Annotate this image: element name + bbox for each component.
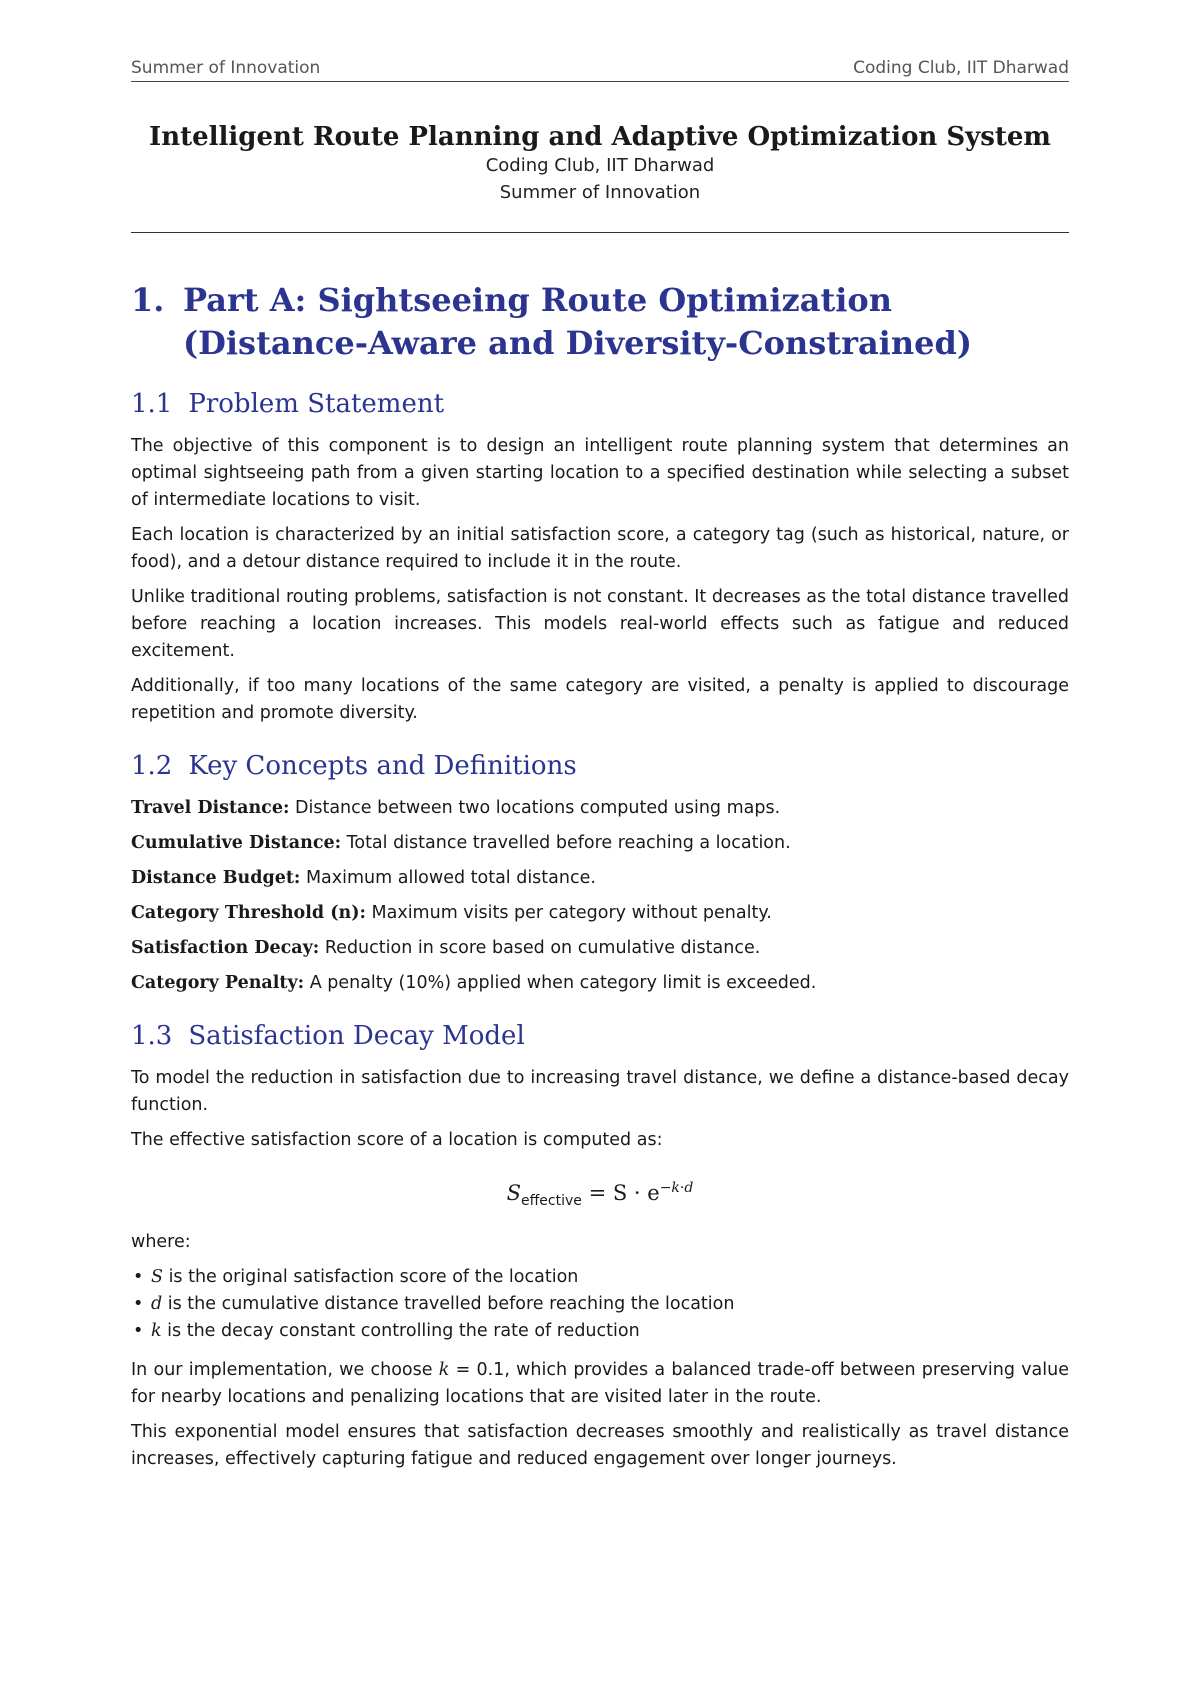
variable-description: is the original satisfaction score of the location bbox=[163, 1267, 579, 1288]
variable-symbol: S bbox=[151, 1267, 163, 1288]
paragraph: Additionally, if too many locations of the same category are visited, a penalty is applied to discourage repetition and promote diversity. bbox=[131, 676, 1069, 723]
paragraph-text: , which provides a balanced trade-off between preserving value for nearby locations and penalizing locations that are visited later in the route. bbox=[131, 1360, 1070, 1408]
definition-item bbox=[131, 830, 1069, 857]
definition-text: A penalty (10%) applied when category limit is exceeded. bbox=[304, 973, 817, 993]
subsection-1-1-heading bbox=[131, 389, 1069, 419]
paragraph bbox=[131, 1357, 1069, 1411]
equation-exponent: −k·d bbox=[659, 1180, 694, 1196]
title-block bbox=[131, 122, 1069, 206]
section-1-heading bbox=[131, 279, 1069, 365]
running-header-left: Summer of Innovation bbox=[131, 58, 321, 78]
paragraph: The objective of this component is to design an intelligent route planning system that determines an optimal sightseeing path from a given starting location to a specified destination while selecting a subset of intermediate locations to visit. bbox=[131, 436, 1069, 510]
definition-text: Total distance travelled before reaching a location. bbox=[341, 833, 791, 853]
list-item bbox=[151, 1264, 1069, 1291]
running-header-right: Coding Club, IIT Dharwad bbox=[853, 58, 1069, 78]
subsection-1-1-title: Problem Statement bbox=[188, 389, 445, 419]
document-program: Summer of Innovation bbox=[499, 182, 701, 203]
equation-lhs: S bbox=[506, 1181, 522, 1205]
list-item bbox=[151, 1318, 1069, 1345]
definition-item bbox=[131, 795, 1069, 822]
definition-item bbox=[131, 900, 1069, 927]
definition-text: Maximum allowed total distance. bbox=[300, 868, 596, 888]
definition-item bbox=[131, 865, 1069, 892]
document-org: Coding Club, IIT Dharwad bbox=[485, 155, 715, 176]
definition-term: Cumulative Distance: bbox=[131, 833, 342, 853]
paragraph: This exponential model ensures that satisfaction decreases smoothly and realistically as travel distance increases, effectively capturing fatigue and reduced engagement over longer journeys. bbox=[131, 1422, 1069, 1470]
paragraph: Unlike traditional routing problems, satisfaction is not constant. It decreases as the total distance travelled before reaching a location increases. This models real-world effects such as fatigue and reduced excitement. bbox=[131, 587, 1069, 661]
title-divider bbox=[131, 232, 1069, 233]
subsection-1-2-title: Key Concepts and Definitions bbox=[188, 751, 577, 781]
subsection-1-1-number: 1.1 bbox=[131, 389, 173, 419]
definition-text: Distance between two locations computed using maps. bbox=[289, 798, 781, 818]
variable-symbol: d bbox=[151, 1294, 163, 1315]
definition-term: Category Threshold (n): bbox=[131, 903, 366, 923]
equation-rhs: = S · e bbox=[588, 1181, 660, 1205]
variable-symbol: k bbox=[151, 1321, 162, 1342]
definition-term: Category Penalty: bbox=[131, 973, 305, 993]
definition-text: Reduction in score based on cumulative distance. bbox=[319, 938, 761, 958]
definition-item bbox=[131, 935, 1069, 962]
document-title: Intelligent Route Planning and Adaptive Optimization System bbox=[149, 122, 1051, 152]
definition-item bbox=[131, 970, 1069, 997]
subsection-1-2-number: 1.2 bbox=[131, 751, 173, 781]
decay-equation bbox=[131, 1180, 1069, 1209]
subsection-1-3-title: Satisfaction Decay Model bbox=[188, 1021, 525, 1051]
equation-lhs-subscript: effective bbox=[521, 1193, 582, 1210]
definition-text: Maximum visits per category without penalty. bbox=[365, 903, 772, 923]
variable-list bbox=[131, 1264, 1069, 1345]
paragraph-text: In our implementation, we choose bbox=[131, 1360, 439, 1381]
variable-description: is the decay constant controlling the rate of reduction bbox=[161, 1321, 640, 1342]
subsection-1-2-heading bbox=[131, 751, 1069, 781]
definition-term: Satisfaction Decay: bbox=[131, 938, 320, 958]
section-1-number: 1. bbox=[131, 281, 165, 319]
definition-term: Distance Budget: bbox=[131, 868, 301, 888]
subsection-1-3-number: 1.3 bbox=[131, 1021, 173, 1051]
paragraph: Each location is characterized by an initial satisfaction score, a category tag (such as historical, nature, or food), and a detour distance required to include it in the route. bbox=[131, 525, 1069, 572]
definition-term: Travel Distance: bbox=[131, 798, 290, 818]
section-1-title: Part A: Sightseeing Route Optimization (Distance-Aware and Diversity-Constrained) bbox=[183, 281, 972, 362]
where-label: where: bbox=[131, 1232, 191, 1253]
running-header bbox=[131, 58, 1069, 82]
list-item bbox=[151, 1291, 1069, 1318]
decay-constant-symbol: k bbox=[438, 1360, 450, 1381]
paragraph: The effective satisfaction score of a location is computed as: bbox=[131, 1130, 663, 1150]
subsection-1-3-heading bbox=[131, 1021, 1069, 1051]
decay-constant-value: = 0.1 bbox=[449, 1360, 505, 1381]
variable-description: is the cumulative distance travelled before reaching the location bbox=[162, 1294, 735, 1315]
paragraph: To model the reduction in satisfaction due to increasing travel distance, we define a distance-based decay function. bbox=[131, 1068, 1069, 1115]
page-content bbox=[131, 122, 1069, 1481]
